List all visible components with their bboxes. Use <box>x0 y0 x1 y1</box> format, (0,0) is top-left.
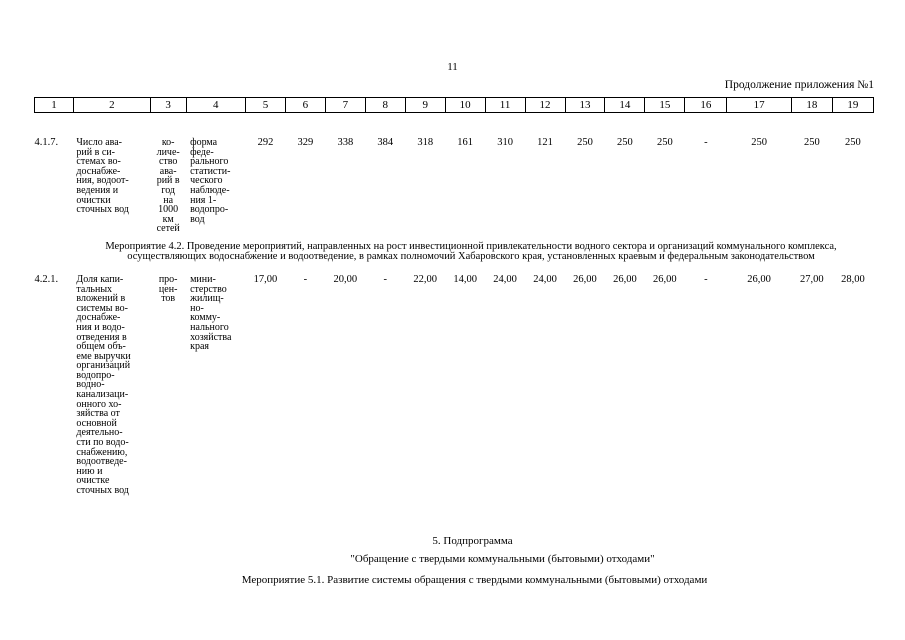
column-header-9: 9 <box>405 98 445 113</box>
cell-line: тальных <box>76 283 113 295</box>
column-header-15: 15 <box>645 98 685 113</box>
event-4-2-row <box>35 234 874 268</box>
row-code: 4.2.1. <box>34 273 59 285</box>
page-number: 11 <box>447 61 458 73</box>
column-header-10: 10 <box>445 98 485 113</box>
cell-line: хозяйства <box>190 331 232 343</box>
value-col-11: 24,00 <box>493 273 517 285</box>
cell-line: нию и <box>76 465 103 477</box>
column-number-header <box>35 98 874 113</box>
column-header-12: 12 <box>525 98 565 113</box>
cell-line: сти по водо- <box>76 437 129 449</box>
cell-line: ческого <box>190 175 223 187</box>
cell-line: рий в <box>156 175 180 187</box>
table-row-4-1-7 <box>35 113 874 234</box>
column-header-13: 13 <box>565 98 605 113</box>
column-header-1: 1 <box>35 98 74 113</box>
cell-line: края <box>190 341 209 353</box>
value-col-8: - <box>383 273 388 285</box>
data-source <box>186 268 245 496</box>
cell-line: водоотведе- <box>76 456 127 468</box>
cell-line: на <box>163 194 174 206</box>
value-col-17: 250 <box>751 137 767 148</box>
cell-line: цен- <box>158 283 178 295</box>
column-header-18: 18 <box>791 98 832 113</box>
cell-line: феде- <box>190 146 214 158</box>
value-col-12: 24,00 <box>533 273 557 285</box>
cell-line: водопро- <box>190 204 229 216</box>
cell-line: ство <box>158 156 178 168</box>
cell-line: ко- <box>161 137 175 148</box>
cell-line: доснабже- <box>76 165 121 177</box>
value-col-5: 17,00 <box>253 273 278 285</box>
indicator-name <box>73 268 150 496</box>
cell-line: сетей <box>156 223 180 235</box>
value-col-13: 26,00 <box>573 273 597 285</box>
appendix-continuation-label: Продолжение приложения №1 <box>724 79 874 91</box>
column-header-17: 17 <box>727 98 792 113</box>
cell-line: очистки <box>76 194 111 206</box>
column-header-19: 19 <box>832 98 873 113</box>
cell-line: жилищ- <box>190 293 224 305</box>
cell-line: организаций <box>76 360 131 372</box>
value-col-12: 121 <box>537 137 553 148</box>
value-col-18: 250 <box>803 137 820 148</box>
value-col-15: 250 <box>656 137 673 148</box>
column-header-2: 2 <box>73 98 150 113</box>
column-header-11: 11 <box>485 98 525 113</box>
cell-line: тов <box>161 293 176 305</box>
value-col-14: 26,00 <box>613 273 637 285</box>
cell-line: онного хо- <box>76 398 122 410</box>
cell-line: личе- <box>156 146 180 158</box>
value-col-11: 310 <box>497 137 513 148</box>
column-header-6: 6 <box>285 98 325 113</box>
row-code: 4.1.7. <box>34 137 59 148</box>
cell-line: общем объ- <box>76 341 126 353</box>
cell-line: км <box>162 213 174 225</box>
cell-line: водно- <box>76 379 105 391</box>
value-col-14: 250 <box>617 137 633 148</box>
table-row-4-2-1 <box>35 268 874 496</box>
cell-line: Число ава- <box>76 137 122 148</box>
value-col-9: 22,00 <box>413 273 438 285</box>
value-col-7: 338 <box>337 137 354 148</box>
cell-line: зяйства от <box>76 408 120 420</box>
cell-line: водопро- <box>76 369 115 381</box>
subprogram-title: 5. Подпрограмма <box>432 535 513 547</box>
cell-line: год <box>161 184 175 196</box>
cell-line: статисти- <box>190 165 231 177</box>
value-col-7: 20,00 <box>333 273 358 285</box>
column-header-7: 7 <box>325 98 365 113</box>
cell-line: деятельно- <box>76 427 123 439</box>
value-col-10: 14,00 <box>453 273 477 285</box>
cell-line: ния и водо- <box>76 321 125 333</box>
cell-line: основной <box>76 417 117 429</box>
cell-line: ния, водоот- <box>76 175 129 187</box>
value-col-19: 250 <box>845 137 861 148</box>
value-col-8: 384 <box>377 137 394 148</box>
column-header-3: 3 <box>150 98 186 113</box>
cell-line: стерство <box>190 283 227 295</box>
value-col-18: 27,00 <box>800 273 824 285</box>
value-col-6: 329 <box>297 137 314 148</box>
cell-line: сточных вод <box>76 204 129 216</box>
unit-of-measure <box>150 113 186 234</box>
cell-line: про- <box>158 273 178 285</box>
value-col-17: 26,00 <box>747 273 771 285</box>
subprogram-name: "Обращение с твердыми коммунальными (бытовыми) отходами" <box>350 553 655 565</box>
cell-line: но- <box>190 302 204 314</box>
data-source <box>186 113 245 234</box>
value-col-10: 161 <box>457 137 474 148</box>
value-col-5: 292 <box>257 137 274 148</box>
cell-line: стемах во- <box>76 156 121 168</box>
column-header-5: 5 <box>246 98 286 113</box>
value-col-9: 318 <box>417 137 434 148</box>
value-col-13: 250 <box>577 137 593 148</box>
cell-line: системы во- <box>76 302 128 314</box>
cell-line: сточных вод <box>76 485 129 496</box>
cell-line: канализаци- <box>76 389 129 401</box>
cell-line: 1000 <box>158 204 179 216</box>
column-header-4: 4 <box>186 98 245 113</box>
cell-line: нального <box>190 321 229 333</box>
value-col-15: 26,00 <box>653 273 677 285</box>
cell-line: ведения и <box>76 184 119 196</box>
cell-line: форма <box>190 137 218 148</box>
value-col-6: - <box>303 273 308 285</box>
indicators-table <box>34 97 874 496</box>
value-col-16: - <box>704 273 708 285</box>
cell-line: вложений в <box>76 293 126 305</box>
value-col-16: - <box>704 137 708 148</box>
cell-line: доснабже- <box>76 312 121 324</box>
cell-line: еме выручки <box>76 350 131 362</box>
cell-line: очистке <box>76 475 110 487</box>
cell-line: рального <box>190 156 229 168</box>
cell-line: ния 1- <box>190 194 217 206</box>
unit-of-measure <box>150 268 186 496</box>
event-5-1-title: Мероприятие 5.1. Развитие системы обращения с твердыми коммунальными (бытовыми) отходами <box>241 574 708 586</box>
column-header-14: 14 <box>605 98 645 113</box>
column-header-16: 16 <box>685 98 727 113</box>
cell-line: наблюде- <box>190 184 230 196</box>
cell-line: ава- <box>159 165 177 177</box>
column-header-8: 8 <box>365 98 405 113</box>
cell-line: комму- <box>190 312 221 324</box>
value-col-19: 28,00 <box>841 273 865 285</box>
cell-line: мини- <box>190 273 216 285</box>
cell-line: отведения в <box>76 331 127 343</box>
event-4-2-text: Мероприятие 4.2. Проведение мероприятий, направленных на рост инвестиционной привлекательности водного сектора и организаций коммунального комплекса, осуществляющих водоснабжение и водоотведение, в рамках полномочий Хабаровского края, установленных краевым и федеральным законодательством <box>105 240 837 262</box>
indicator-name <box>73 113 150 234</box>
cell-line: рий в си- <box>76 146 115 158</box>
cell-line: снабжению, <box>76 446 128 458</box>
cell-line: Доля капи- <box>76 273 124 285</box>
cell-line: вод <box>190 213 205 225</box>
